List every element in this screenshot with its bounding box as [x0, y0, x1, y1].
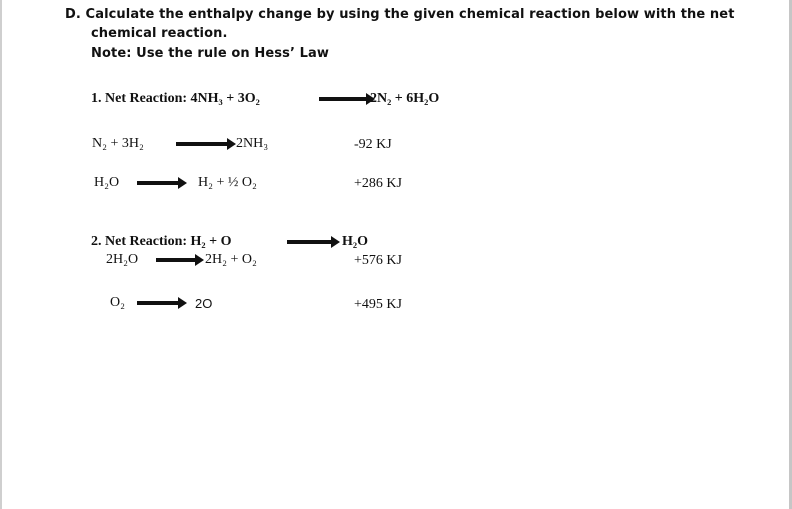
problem2-step1-products: 2H₂ + O₂: [205, 252, 257, 267]
problem1-net-products: 2N₂ + 6H₂O: [370, 91, 440, 106]
problem2-net-reactants: 2. Net Reaction: H₂ + O: [91, 234, 232, 249]
problem2-step2-products: 2O: [195, 296, 213, 311]
problem1-step2-products: H₂ + ½ O₂: [198, 175, 257, 190]
problem2-step2-enthalpy: +495 KJ: [354, 297, 402, 312]
problem2-step1-enthalpy: +576 KJ: [354, 253, 402, 268]
problem1-step1-products: 2NH₃: [236, 136, 269, 151]
question-heading: D. Calculate the enthalpy change by using the given chemical reaction below with the net: [65, 7, 735, 22]
problem2-step2-reactants: O₂: [110, 295, 125, 310]
problem1-step1-enthalpy: -92 KJ: [354, 137, 392, 152]
problem1-step1-reactants: N₂ + 3H₂: [92, 136, 144, 151]
problem1-step2-reactants: H₂O: [94, 175, 120, 190]
problem1-step2-enthalpy: +286 KJ: [354, 176, 402, 191]
problem2-net-products: H₂O: [342, 234, 368, 249]
problem1-net-reactants: 1. Net Reaction: 4NH₃ + 3O₂: [91, 91, 260, 106]
problem2-step1-reactants: 2H₂O: [106, 252, 139, 267]
hess-law-note: Note: Use the rule on Hess’ Law: [91, 46, 329, 61]
question-heading-continued: chemical reaction.: [91, 26, 228, 41]
